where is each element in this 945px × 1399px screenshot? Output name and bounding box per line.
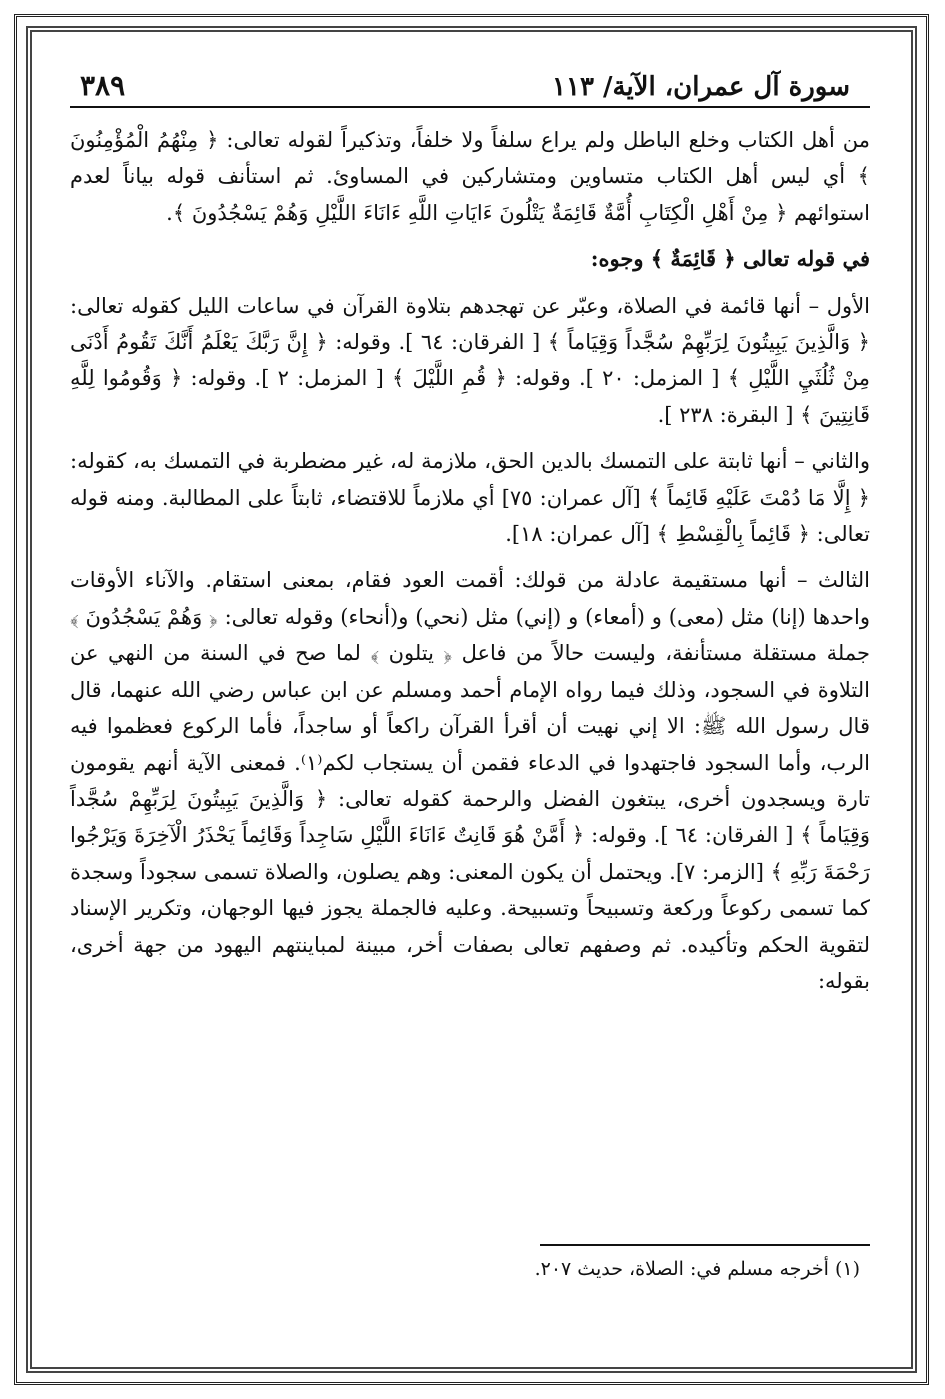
running-header	[70, 62, 870, 108]
page-content	[70, 62, 870, 1352]
text-body	[70, 122, 870, 999]
footnote-divider	[540, 1244, 870, 1246]
paragraph-3: الأول – أنها قائمة في الصلاة، وعبّر عن تهجدهم بتلاوة القرآن في ساعات الليل كقوله تعالى: ﴿ وَالَّذِينَ يَبِيتُونَ لِرَبِّهِمْ سُجَّداً وَقِيَاماً ﴾ [ الفرقان: ٦٤ ]. وقوله: ﴿ إِنَّ رَبَّكَ يَعْلَمُ أَنَّكَ تَقُومُ أَدْنَى مِنْ ثُلُثَيِ اللَّيْلِ ﴾ [ المزمل: ٢٠ ]. وقوله: ﴿ قُمِ اللَّيْلَ ﴾ [ المزمل: ٢ ]. وقوله: ﴿ وَقُومُوا لِلَّهِ قَانِتِينَ ﴾ [ البقرة: ٢٣٨ ].	[70, 293, 871, 427]
paragraph-2: في قوله تعالى ﴿ قَائِمَةٌ ﴾ وجوه:	[590, 246, 870, 272]
footnote: (١) أخرجه مسلم في: الصلاة، حديث ٢٠٧.	[534, 1258, 860, 1280]
page-number: ٣٨٩	[80, 69, 126, 102]
paragraph-5: الثالث – أنها مستقيمة عادلة من قولك: أقمت العود فقام، بمعنى استقام. والآناء الأوقات واحدها (إنا) مثل (معى) و (أمعاء) و (إني) مثل (نحي) و(أنحاء) وقوله تعالى: ﴿ وَهُمْ يَسْجُدُونَ ﴾ جملة مستقلة مستأنفة، وليست حالاً من فاعل ﴿ يتلون ﴾ لما صح في السنة من النهي عن التلاوة في السجود، وذلك فيما رواه الإمام أحمد ومسلم عن ابن عباس رضي الله عنهما، قال قال رسول الله ﷺ: الا إني نهيت أن أقرأ القرآن راكعاً أو ساجداً، فأما الركوع فعظموا فيه الرب، وأما السجود فاجتهدوا في الدعاء فقمن أن يستجاب لكم⁽١⁾. فمعنى الآية أنهم يقومون تارة ويسجدون أخرى، يبتغون الفضل والرحمة كقوله تعالى: ﴿ وَالَّذِينَ يَبِيتُونَ لِرَبِّهِمْ سُجَّداً وَقِيَاماً ﴾ [ الفرقان: ٦٤ ]. وقوله: ﴿ أَمَّنْ هُوَ قَانِتٌ ءَانَاءَ اللَّيْلِ سَاجِداً وَقَائِماً يَحْذَرُ الْآخِرَةَ وَيَرْجُوا رَحْمَةَ رَبِّهِ ﴾ [الزمر: ٧]. ويحتمل أن يكون المعنى: وهم يصلون، والصلاة تسمى سجوداً وسجدة كما تسمى ركوعاً وركعة وتسبيحاً وتسبيحة. وعليه فالجملة يجوز فيها الوجهان، وتكرير الإسناد لتقوية الحكم وتأكيده. ثم وصفهم تعالى بصفات أخر، مبينة لمباينتهم اليهود من جهة أخرى، بقوله:	[69, 568, 870, 993]
paragraph-4: والثاني – أنها ثابتة على التمسك بالدين الحق، ملازمة له، غير مضطربة في التمسك به، كقوله: ﴿ إِلَّا مَا دُمْتَ عَلَيْهِ قَائِماً ﴾ [آل عمران: ٧٥] أي ملازماً للاقتضاء، ثابتاً على المطالبة. ومنه قوله تعالى: ﴿ قَائِماً بِالْقِسْطِ ﴾ [آل عمران: ١٨].	[70, 449, 870, 547]
page-title: سورة آل عمران، الآية/ ١١٣	[552, 72, 850, 102]
paragraph-1: من أهل الكتاب وخلع الباطل ولم يراع سلفاً ولا خلفاً، وتذكيراً لقوله تعالى: ﴿ مِنْهُمُ الْمُؤْمِنُونَ ﴾ أي ليس أهل الكتاب متساوين ومتشاركين في المساوئ. ثم استأنف قوله بياناً لعدم استوائهم ﴿ مِنْ أَهْلِ الْكِتَابِ أُمَّةٌ قَائِمَةٌ يَتْلُونَ ءَايَاتِ اللَّهِ ءَانَاءَ اللَّيْلِ وَهُمْ يَسْجُدُونَ ﴾.	[70, 128, 870, 225]
